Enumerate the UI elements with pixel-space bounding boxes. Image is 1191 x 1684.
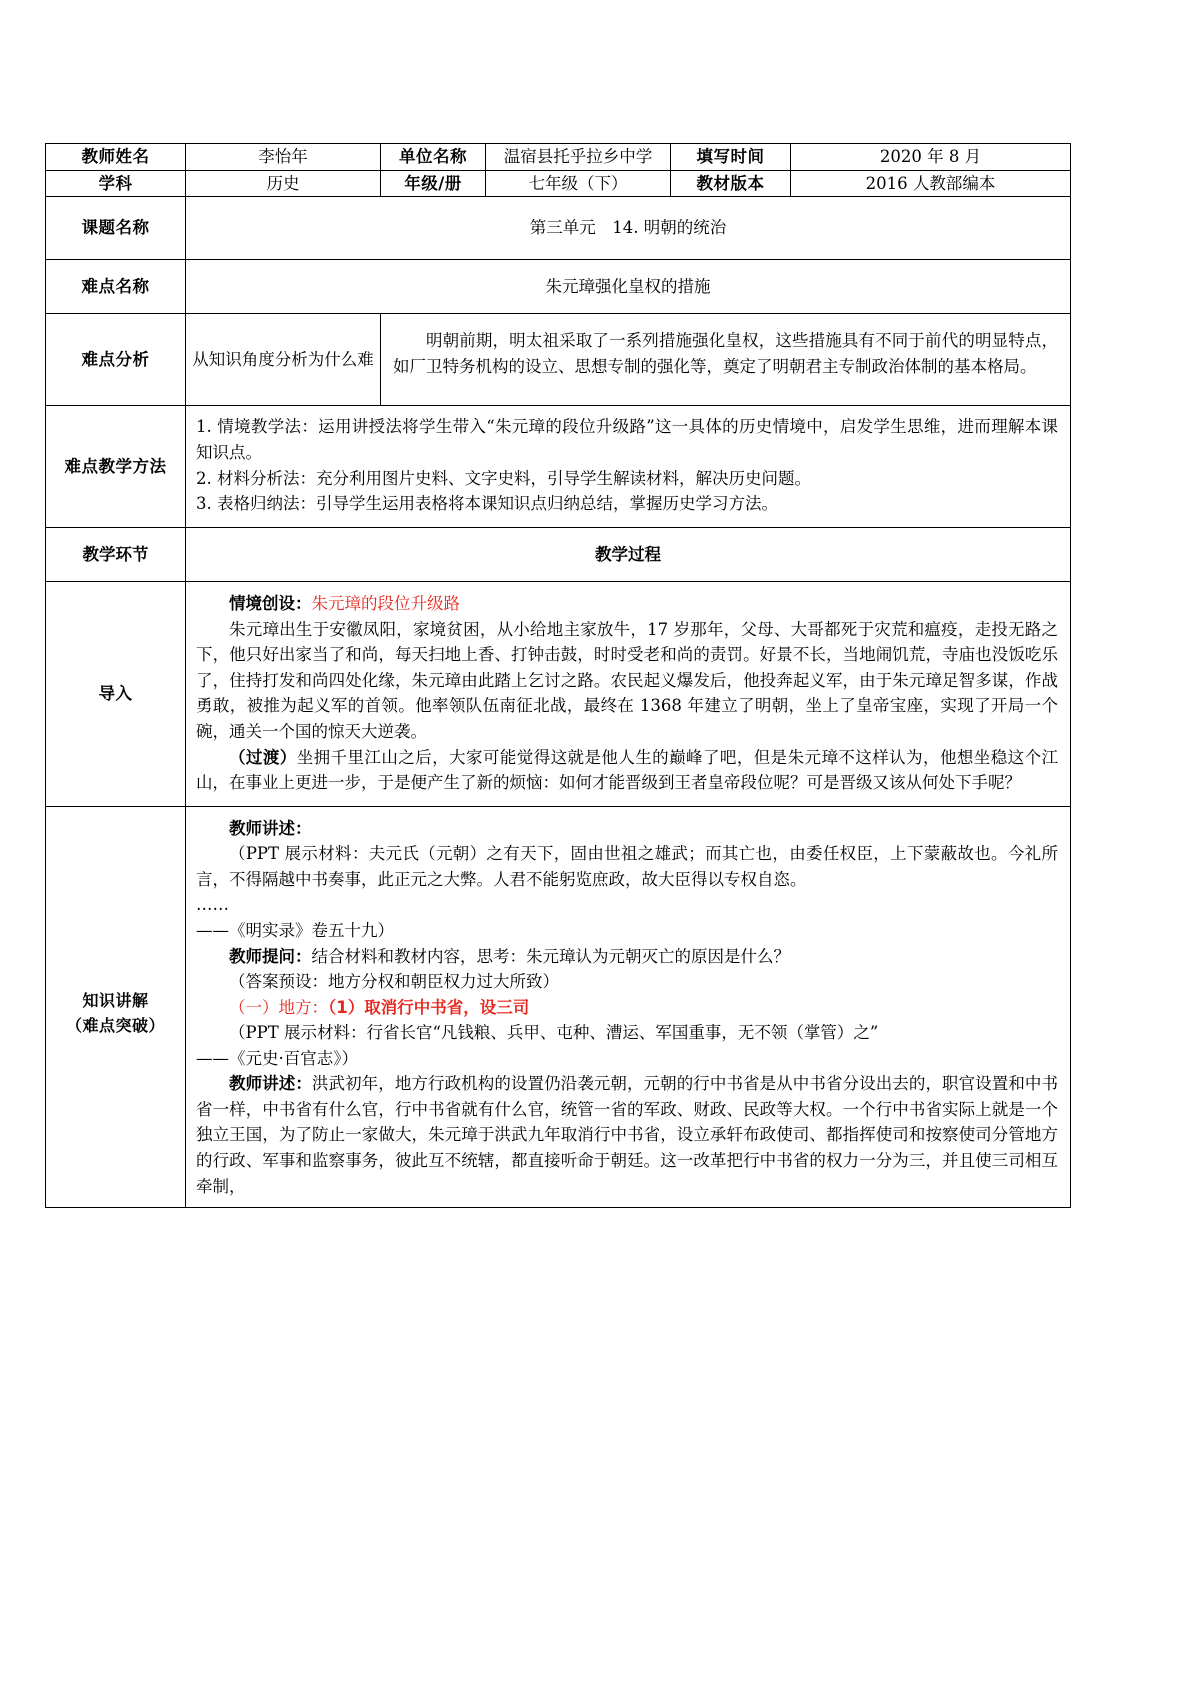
value-fill-date: 2020 年 8 月 — [791, 144, 1071, 171]
explain-question-label: 教师提问： — [229, 946, 312, 966]
intro-transition-label: （过渡） — [229, 747, 297, 767]
table-row — [46, 170, 1071, 197]
difficulty-analysis-paragraph: 明朝前期，明太祖采取了一系列措施强化皇权，这些措施具有不同于前代的明显特点，如厂卫特务机构的设立、思想专制的强化等，奠定了明朝君主专制政治体制的基本格局。 — [393, 331, 1058, 376]
table-row — [46, 806, 1071, 1207]
explain-ppt-material-1: （PPT 展示材料：夫元氏（元朝）之有天下，固由世祖之雄武；而其亡也，由委任权臣，上下蒙蔽故也。今礼所言，不得隔越中书奏事，此正元之大弊。人君不能躬览庶政，故大臣得以专权自恣。 — [196, 844, 1058, 889]
explain-source-2: ——《元史·百官志》） — [196, 1048, 358, 1068]
explain-red-heading — [196, 995, 1058, 1021]
text-knowledge-explanation — [186, 806, 1071, 1207]
label-stage-explain — [46, 806, 186, 1207]
explain-question-text: 结合材料和教材内容，思考：朱元璋认为元朝灭亡的原因是什么？ — [311, 946, 790, 966]
intro-paragraph-1: 朱元璋出生于安徽凤阳，家境贫困，从小给地主家放牛，17 岁那年，父母、大哥都死于灾荒和瘟疫，走投无路之下，他只好出家当了和尚，每天扫地上香、打钟击鼓，时时受老和尚的责罚。好景不长，当地闹饥荒，寺庙也没饭吃乐了，住持打发和尚四处化缘，朱元璋由此踏上乞讨之路。农民起义爆发后，他投奔起义军，由于朱元璋足智多谋，作战勇敢，被推为起义军的首领。他率领队伍南征北战，最终在 1368 年建立了明朝，坐上了皇帝宝座，实现了开局一个碗，通关一个国的惊天大逆袭。 — [196, 619, 1058, 741]
value-difficulty-name: 朱元璋强化皇权的措施 — [186, 259, 1071, 314]
explain-source-1: ——《明实录》卷五十九） — [196, 920, 394, 940]
table-row — [46, 406, 1071, 527]
teaching-design-table — [45, 143, 1071, 1208]
text-teaching-methods — [186, 406, 1071, 527]
explain-ellipsis: …… — [196, 895, 229, 915]
intro-lead-red-text: 朱元璋的段位升级路 — [311, 594, 460, 614]
value-textbook-version: 2016 人教部编本 — [791, 170, 1071, 197]
label-subject: 学科 — [46, 170, 186, 197]
label-teaching-methods: 难点教学方法 — [46, 406, 186, 527]
intro-lead-label: 情境创设： — [229, 594, 312, 614]
explain-teacher-question — [196, 944, 1058, 970]
explain-heading-local: （一）地方： — [229, 997, 328, 1017]
explain-teacher-narrate-heading — [196, 816, 1058, 842]
value-grade: 七年级（下） — [486, 170, 671, 197]
text-intro — [186, 582, 1071, 807]
header-teaching-stage: 教学环节 — [46, 527, 186, 582]
table-row — [46, 259, 1071, 314]
value-unit-name: 温宿县托乎拉乡中学 — [486, 144, 671, 171]
method-item-3: 3. 表格归纳法：引导学生运用表格将本课知识点归纳总结，掌握历史学习方法。 — [196, 494, 778, 514]
label-difficulty-analysis: 难点分析 — [46, 314, 186, 406]
sublabel-why-difficult: 从知识角度分析为什么难 — [186, 314, 381, 406]
explain-heading-measure: （1）取消行中书省，设三司 — [328, 997, 530, 1017]
method-item-2: 2. 材料分析法：充分利用图片史料、文字史料，引导学生解读材料，解决历史问题。 — [196, 468, 811, 488]
explain-answer-preset: （答案预设：地方分权和朝臣权力过大所致） — [229, 972, 559, 992]
table-row — [46, 527, 1071, 582]
label-textbook-version: 教材版本 — [671, 170, 791, 197]
label-fill-date: 填写时间 — [671, 144, 791, 171]
explain-narrate-label: 教师讲述： — [229, 818, 312, 838]
intro-lead-line — [196, 591, 1058, 617]
text-difficulty-analysis — [381, 314, 1071, 406]
label-difficulty-name: 难点名称 — [46, 259, 186, 314]
table-row — [46, 314, 1071, 406]
value-subject: 历史 — [186, 170, 381, 197]
method-item-1: 1. 情境教学法：运用讲授法将学生带入“朱元璋的段位升级路”这一具体的历史情境中，启发学生思维，进而理解本课知识点。 — [196, 417, 1058, 462]
value-topic-name: 第三单元 14. 明朝的统治 — [186, 197, 1071, 260]
label-explain-line2: （难点突破） — [65, 1015, 165, 1035]
table-row — [46, 144, 1071, 171]
label-teacher-name: 教师姓名 — [46, 144, 186, 171]
intro-paragraph-2 — [196, 745, 1058, 796]
label-topic-name: 课题名称 — [46, 197, 186, 260]
explain-teacher-narrate-2 — [196, 1071, 1058, 1199]
explain-ppt-material-2: （PPT 展示材料：行省长官“凡钱粮、兵甲、屯种、漕运、军国重事，无不领（掌管）之” — [229, 1023, 879, 1043]
label-unit-name: 单位名称 — [381, 144, 486, 171]
explain-narrate2-text: 洪武初年，地方行政机构的设置仍沿袭元朝，元朝的行中书省是从中书省分设出去的，职官设置和中书省一样，中书省有什么官，行中书省就有什么官，统管一省的军政、财政、民政等大权。一个行中书省实际上就是一个独立王国，为了防止一家做大，朱元璋于洪武九年取消行中书省，设立承轩布政使司、都指挥使司和按察使司分管地方的行政、军事和监察事务，彼此互不统辖，都直接听命于朝廷。这一改革把行中书省的权力一分为三，并且使三司相互牵制， — [196, 1074, 1059, 1196]
explain-narrate2-label: 教师讲述： — [229, 1074, 312, 1094]
table-row — [46, 197, 1071, 260]
label-grade: 年级/册 — [381, 170, 486, 197]
label-stage-intro: 导入 — [46, 582, 186, 807]
intro-transition-text: 坐拥千里江山之后，大家可能觉得这就是他人生的巅峰了吧，但是朱元璋不这样认为，他想坐稳这个江山，在事业上更进一步，于是便产生了新的烦恼：如何才能晋级到王者皇帝段位呢？可是晋级又该从何处下手呢？ — [196, 747, 1059, 793]
table-row — [46, 582, 1071, 807]
header-teaching-process: 教学过程 — [186, 527, 1071, 582]
label-explain-line1: 知识讲解 — [82, 991, 149, 1011]
value-teacher-name: 李怡年 — [186, 144, 381, 171]
